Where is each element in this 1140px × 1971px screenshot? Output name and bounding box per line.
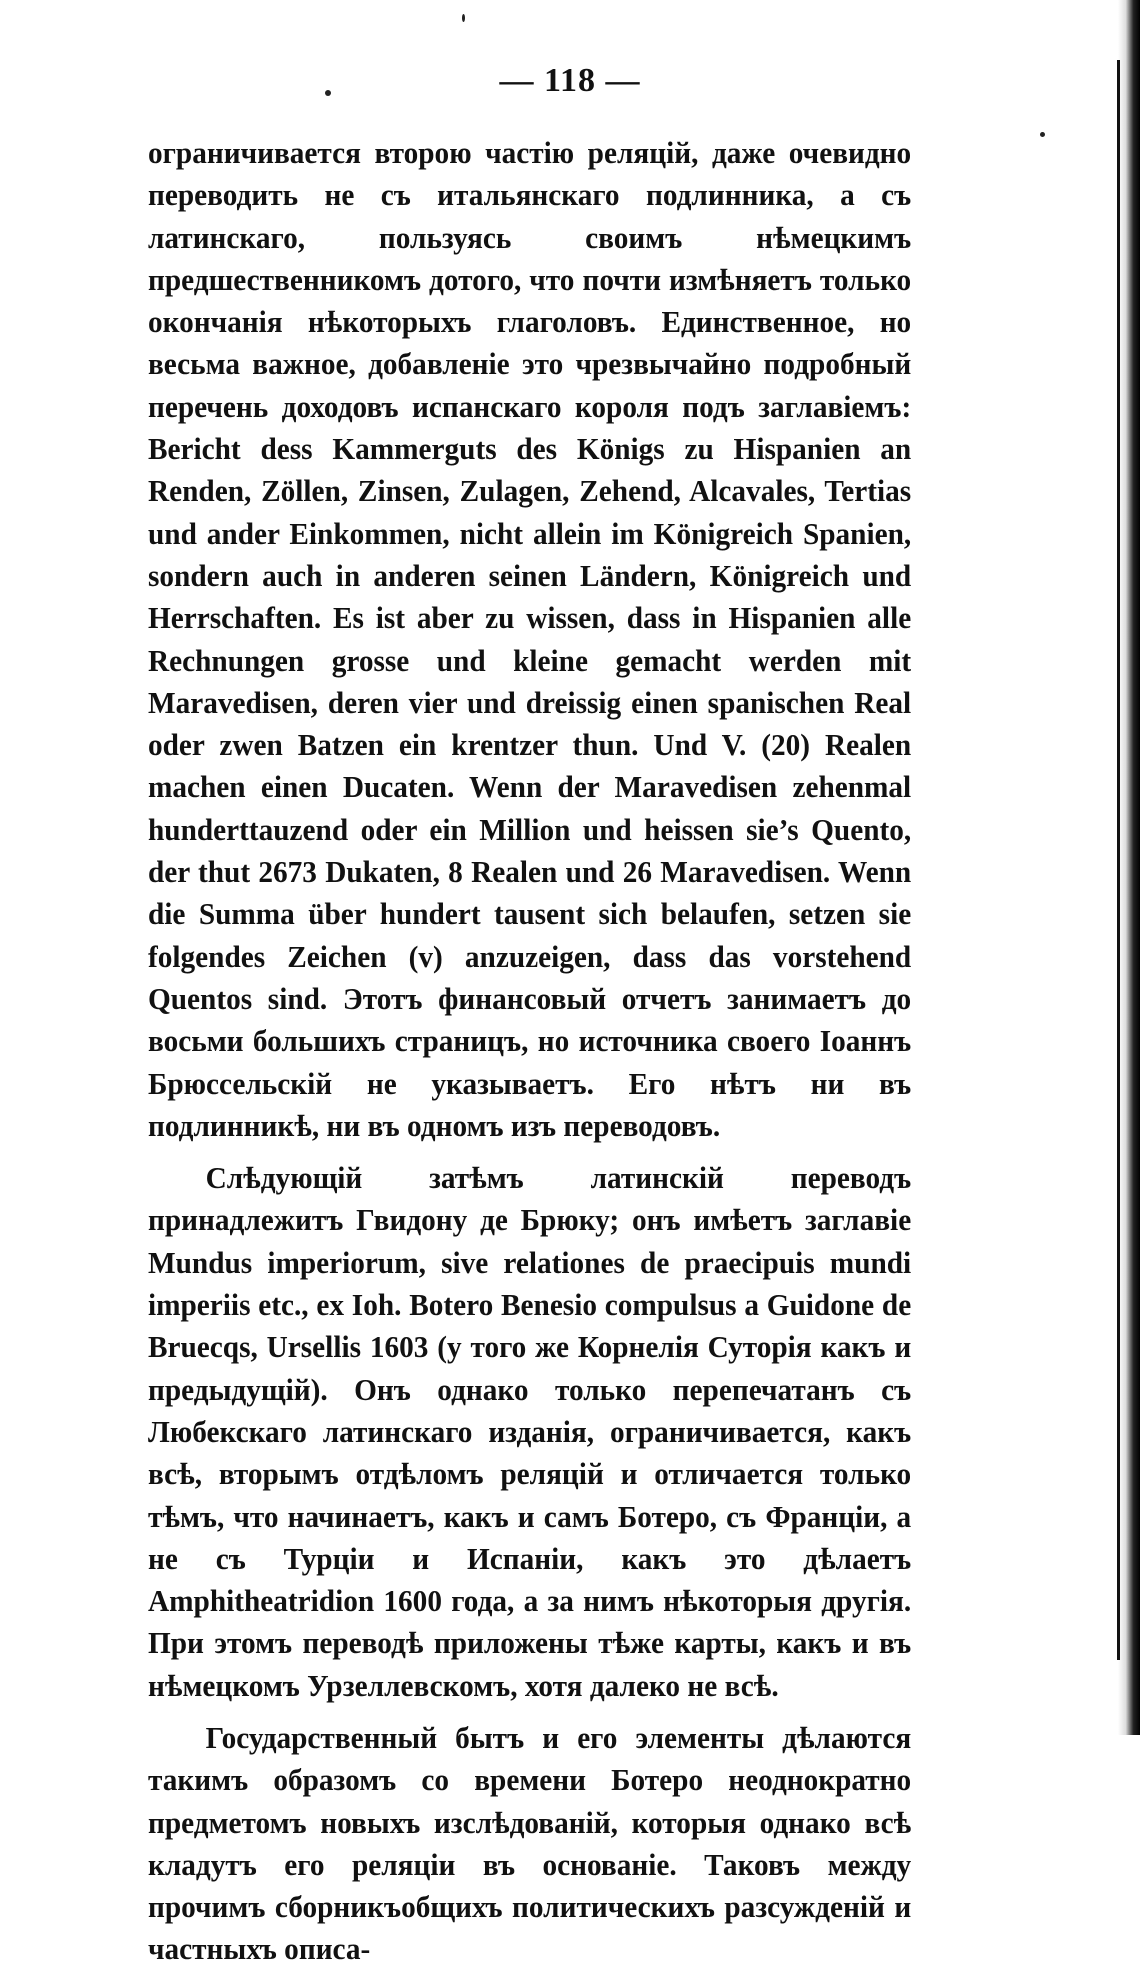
scan-border xyxy=(1118,0,1140,1735)
paragraph-3: Государственный бытъ и его элементы дѣлаются такимъ образомъ со времени Ботеро неоднократно предметомъ новыхъ изслѣдованій, которыя однако всѣ кладутъ его реляціи въ основаніе. Таковъ между прочимъ сборникъобщихъ политическихъ разсужденій и частныхъ описа- xyxy=(148,1720,912,1967)
scan-border-line xyxy=(1117,60,1120,1660)
page-number: — 118 — xyxy=(499,62,641,99)
paragraph-2: Слѣдующій затѣмъ латинскій переводъ принадлежитъ Гвидону де Брюку; онъ имѣетъ заглавіе Mundus imperiorum, sive relationes de praecipuis mundi imperiis etc., ex Ioh. Botero Benesio compulsus a Guidone de Bruecqs, Ursellis 1603 (у того же Корнелія Суторія какъ и предыдущій). Онъ однако только перепечатанъ съ Любекскаго латинскаго изданія, ограничивается, какъ всѣ, вторымъ отдѣломъ реляцій и отличается только тѣмъ, что начинаетъ, какъ и самъ Ботеро, съ Франціи, а не съ Турціи и Испаніи, какъ это дѣлаетъ Amphitheatridion 1600 года, а за нимъ нѣкоторыя другія. При этомъ переводѣ приложены тѣже карты, какъ и въ нѣмецкомъ Урзеллевскомъ, хотя далеко не всѣ. xyxy=(148,1161,912,1703)
scan-speck xyxy=(1040,132,1045,137)
body-text xyxy=(148,132,911,1971)
paragraph-1: ограничивается второю частію реляцій, даже очевидно переводить не съ итальянскаго подлинника, а съ латинскаго, пользуясь своимъ нѣмецкимъ предшественникомъ дотого, что почти измѣняетъ только окончанія нѣкоторыхъ глаголовъ. Единственное, но весьма важное, добавленіе это чрезвычайно подробный перечень доходовъ испанскаго короля подъ заглавіемъ: Bericht dess Kammerguts des Königs zu Hispanien an Renden, Zöllen, Zinsen, Zulagen, Zehend, Alcavales, Tertias und ander Einkommen, nicht allein im Königreich Spanien, sondern auch in anderen seinen Ländern, Königreich und Herrschaften. Es ist aber zu wissen, dass in Hispanien alle Rechnungen grosse und kleine gemacht werden mit Maravedisen, deren vier und dreissig einen spanischen Real oder zwen Batzen ein krentzer thun. Und V. (20) Realen machen einen Ducaten. Wenn der Maravedisen zehenmal hunderttauzend oder ein Million und heissen sie’s Quento, der thut 2673 Dukaten, 8 Realen und 26 Maravedisen. Wenn die Summa über hundert tausent sich belaufen, setzen sie folgendes Zeichen (v) anzuzeigen, dass das vorstehend Quentos sind. Этотъ финансовый отчетъ занимаетъ до восьми большихъ страницъ, но источника своего Іоаннъ Брюссельскій не указываетъ. Его нѣтъ ни въ подлинникѣ, ни въ одномъ изъ переводовъ. xyxy=(148,136,912,1143)
scan-speck xyxy=(462,14,465,22)
